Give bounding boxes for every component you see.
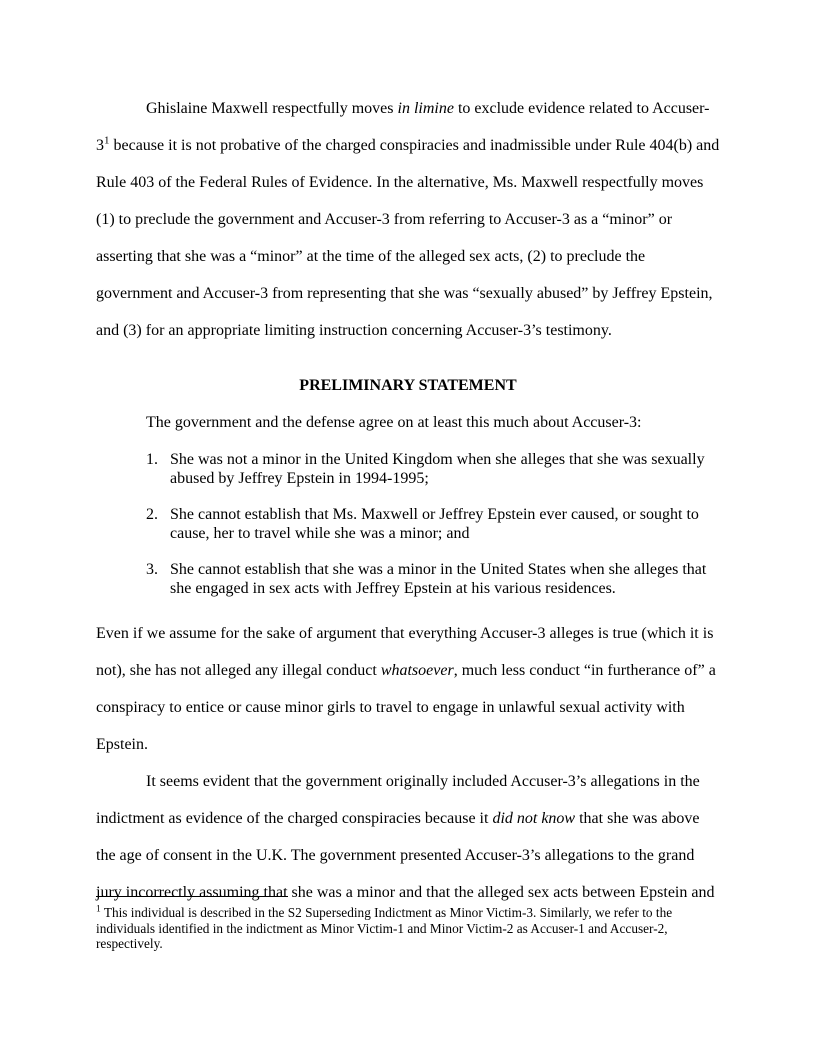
text-run: Ghislaine Maxwell respectfully moves [146,100,398,117]
list-item-number: 3. [146,561,158,578]
paragraph-even-if [96,615,720,763]
paragraph-seems-evident [96,763,720,911]
footnote-number: 1 [96,904,101,915]
text-run: , much less conduct “in furtherance of” a conspiracy to entice or cause minor girls to travel to engage in unlawful sexual activity with Epstein. [96,662,716,753]
list-item-1 [146,450,720,488]
numbered-list [146,450,720,598]
footnote-separator-rule [96,896,288,897]
footnote-text [96,905,720,952]
italic-run-in-limine: in limine [397,100,454,117]
text-run: Even if we assume for the sake of argument that everything Accuser-3 alleges is true (which it is not), she has not alleged any illegal conduct [96,625,714,679]
footnote-body: This individual is described in the S2 Superseding Indictment as Minor Victim-3. Similarly, we refer to the individuals identified in the indictment as Minor Victim-1 and Minor Victim-2 as Accuser-1 and Accuser-2, respectively. [96,905,673,951]
text-run: because it is not probative of the charged conspiracies and inadmissible under Rule 404(b) and Rule 403 of the Federal Rules of Evidence. In the alternative, Ms. Maxwell respectfully moves (1) to preclude the government and Accuser-3 from referring to Accuser-3 as a “minor” or asserting that she was a “minor” at the time of the alleged sex acts, (2) to preclude the government and Accuser-3 from representing that she was “sexually abused” by Jeffrey Epstein, and (3) for an appropriate limiting instruction concerning Accuser-3’s testimony. [96,137,720,339]
italic-run-whatsoever: whatsoever [380,662,454,679]
footnote-area [96,896,720,952]
text-run: that she was above the age of consent in the U.K. The government presented Accuser-3’s allegations to the grand jury incorrectly assuming that she was a minor and that the alleged sex acts between Epstein and [96,810,715,901]
list-item-3 [146,560,720,598]
text-run: It seems evident that the government originally included Accuser-3’s allegations in the indictment as evidence of the charged conspiracies because it [96,773,700,827]
section-heading-preliminary-statement: PRELIMINARY STATEMENT [299,377,517,394]
list-item-2 [146,505,720,543]
list-item-number: 1. [146,451,158,468]
list-item-number: 2. [146,506,158,523]
list-item-text: She was not a minor in the United Kingdom when she alleges that she was sexually abused by Jeffrey Epstein in 1994-1995; [170,451,705,487]
italic-run-did-not-know: did not know [492,810,576,827]
list-item-text: She cannot establish that Ms. Maxwell or Jeffrey Epstein ever caused, or sought to cause, her to travel while she was a minor; and [170,506,699,542]
text-run: to exclude evidence related to Accuser-3 [96,100,710,154]
list-item-text: She cannot establish that she was a minor in the United States when she alleges that she engaged in sex acts with Jeffrey Epstein at his various residences. [170,561,707,597]
footnote-ref-marker: 1 [104,134,110,147]
paragraph-motion-intro [96,90,720,349]
paragraph-agree: The government and the defense agree on at least this much about Accuser-3: [146,414,642,431]
